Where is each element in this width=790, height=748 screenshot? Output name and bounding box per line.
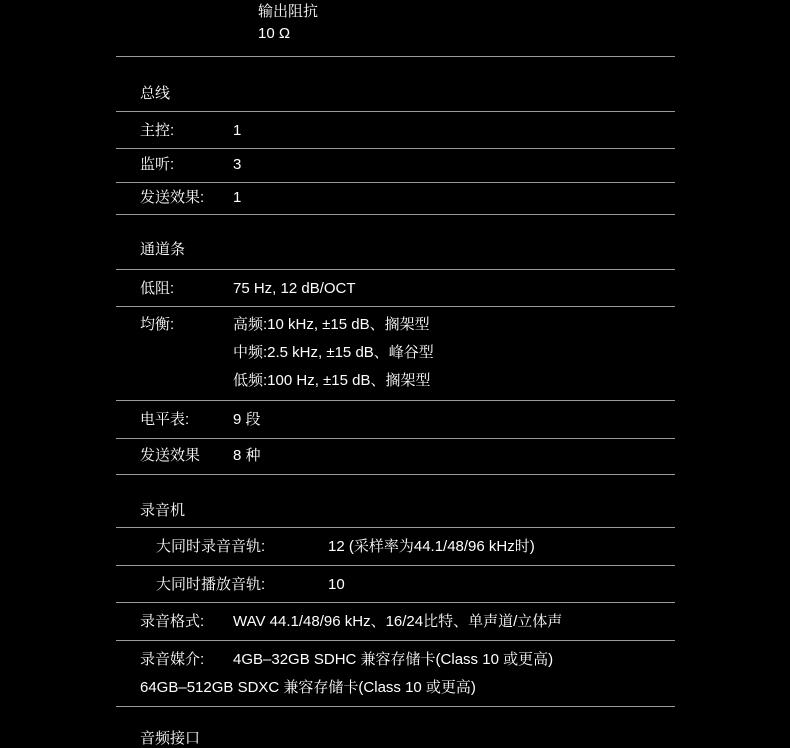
divider bbox=[116, 56, 675, 57]
rec-tracks-label: 大同时录音音轨: bbox=[156, 538, 266, 555]
divider bbox=[116, 527, 675, 528]
eq-low-value: 低频:100 Hz, ±15 dB、搁架型 bbox=[233, 372, 431, 389]
divider bbox=[116, 306, 675, 307]
divider bbox=[116, 111, 675, 112]
divider bbox=[116, 438, 675, 439]
divider bbox=[116, 565, 675, 566]
meter-value: 9 段 bbox=[233, 411, 261, 428]
divider bbox=[116, 640, 675, 641]
divider bbox=[116, 269, 675, 270]
bus-heading: 总线 bbox=[140, 85, 171, 102]
divider bbox=[116, 214, 675, 215]
lowcut-label: 低阻: bbox=[140, 280, 175, 297]
rec-format-value: WAV 44.1/48/96 kHz、16/24比特、单声道/立体声 bbox=[233, 613, 563, 630]
divider bbox=[116, 148, 675, 149]
bus-send-fx-value: 1 bbox=[233, 189, 242, 206]
eq-label: 均衡: bbox=[140, 316, 175, 333]
rec-media-value-line2: 64GB–512GB SDXC 兼容存储卡(Class 10 或更高) bbox=[140, 679, 476, 696]
play-tracks-value: 10 bbox=[328, 576, 345, 593]
recorder-heading: 录音机 bbox=[140, 502, 186, 519]
divider bbox=[116, 474, 675, 475]
rec-tracks-value: 12 (采样率为44.1/48/96 kHz时) bbox=[328, 538, 535, 555]
divider bbox=[116, 182, 675, 183]
channel-send-fx-label: 发送效果 bbox=[140, 447, 201, 464]
channel-send-fx-value: 8 种 bbox=[233, 447, 261, 464]
bus-monitor-label: 监听: bbox=[140, 156, 175, 173]
rec-media-label: 录音媒介: bbox=[140, 651, 205, 668]
rec-media-value: 4GB–32GB SDHC 兼容存储卡(Class 10 或更高) bbox=[233, 651, 554, 668]
play-tracks-label: 大同时播放音轨: bbox=[156, 576, 266, 593]
rec-format-label: 录音格式: bbox=[140, 613, 205, 630]
divider bbox=[116, 602, 675, 603]
divider bbox=[116, 400, 675, 401]
bus-monitor-value: 3 bbox=[233, 156, 242, 173]
bus-master-label: 主控: bbox=[140, 122, 175, 139]
bus-send-fx-label: 发送效果: bbox=[140, 189, 205, 206]
lowcut-value: 75 Hz, 12 dB/OCT bbox=[233, 280, 356, 297]
output-impedance-value: 10 Ω bbox=[258, 25, 291, 42]
eq-high-value: 高频:10 kHz, ±15 dB、搁架型 bbox=[233, 316, 430, 333]
meter-label: 电平表: bbox=[140, 411, 190, 428]
output-impedance-label: 输出阻抗 bbox=[258, 3, 319, 20]
eq-mid-value: 中频:2.5 kHz, ±15 dB、峰谷型 bbox=[233, 344, 434, 361]
channel-heading: 通道条 bbox=[140, 241, 186, 258]
bus-master-value: 1 bbox=[233, 122, 242, 139]
audio-io-heading: 音频接口 bbox=[140, 730, 201, 747]
divider bbox=[116, 706, 675, 707]
